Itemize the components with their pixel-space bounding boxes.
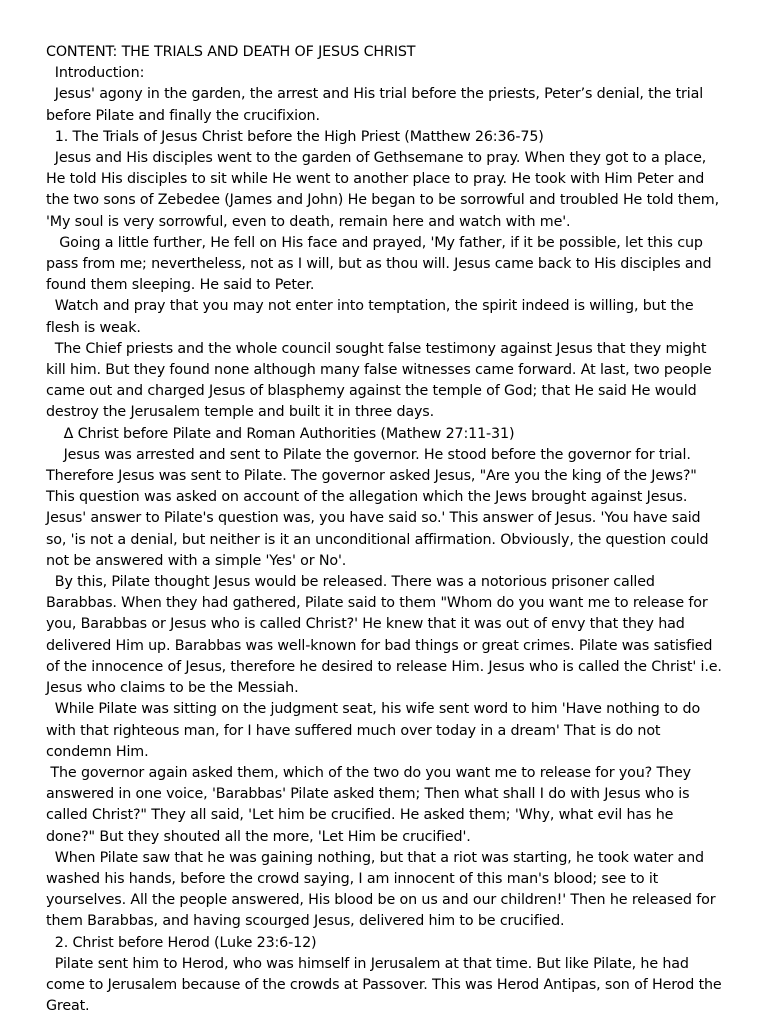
section-heading-pilate: Δ Christ before Pilate and Roman Authorities (Mathew 27:11-31) (46, 425, 515, 442)
section-heading-herod: 2. Christ before Herod (Luke 23:6-12) (46, 934, 317, 951)
paragraph-watch-and-pray: Watch and pray that you may not enter into temptation, the spirit indeed is willing, but the flesh is weak. (46, 298, 698, 336)
paragraph-washing-hands: When Pilate saw that he was gaining nothing, but that a riot was starting, he took water and washed his hands, before the crowd saying, I am innocent of this man's blood; see to it yourselves. All the people answered, His blood be on us and our children!' Then he released for them Barabbas, and having scourged Jesus, delivered him to be crucified. (46, 849, 720, 930)
paragraph-pilates-wife: While Pilate was sitting on the judgment seat, his wife sent word to him 'Have nothing to do with that righteous man, for I have suffered much over today in a dream' That is do not condemn Him. (46, 701, 705, 760)
paragraph-false-testimony: The Chief priests and the whole council sought false testimony against Jesus that they might kill him. But they found none although many false witnesses came forward. At last, two people came out and charged Jesus of blasphemy against the temple of God; that He said He would destroy the Jerusalem temple and built it in three days. (46, 340, 716, 421)
paragraph-introduction: Jesus' agony in the garden, the arrest and His trial before the priests, Peter’s denial, the trial before Pilate and finally the crucifixion. (46, 86, 708, 124)
paragraph-crowd-choice: The governor again asked them, which of the two do you want me to release for you? They answered in one voice, 'Barabbas' Pilate asked them; Then what shall I do with Jesus who is called Christ?" They all said, 'Let him be crucified. He asked them; 'Why, what evil has he done?" But they shouted all the more, 'Let Him be crucified'. (46, 764, 696, 845)
paragraph-arrest: Jesus was arrested and sent to Pilate the governor. He stood before the governor for trial. Therefore Jesus was sent to Pilate. The governor asked Jesus, "Are you the king of the Jews?" This question was asked on account of the allegation which the Jews brought against Jesus. Jesus' answer to Pilate's question was, you have said so.' This answer of Jesus. 'You have said so, 'is not a denial, but neither is it an unconditional affirmation. Obviously, the question could not be answered with a simple 'Yes' or No'. (46, 446, 713, 569)
paragraph-herod-antipas: Pilate sent him to Herod, who was himself in Jerusalem at that time. But like Pilate, he had come to Jerusalem because of the crowds at Passover. This was Herod Antipas, son of Herod the Great. (46, 955, 726, 1015)
paragraph-gethsemane: Jesus and His disciples went to the garden of Gethsemane to pray. When they got to a place, He told His disciples to sit while He went to another place to pray. He took with Him Peter and the two sons of Zebedee (James and John) He began to be sorrowful and troubled He told them, 'My soul is very sorrowful, even to death, remain here and watch with me'. (46, 150, 724, 230)
section-heading-high-priest: 1. The Trials of Jesus Christ before the High Priest (Matthew 26:36-75) (46, 128, 544, 145)
paragraph-prayer: Going a little further, He fell on His face and prayed, 'My father, if it be possible, let this cup pass from me; nevertheless, not as I will, but as thou will. Jesus came back to His disciples and found them sleeping. He said to Peter. (46, 234, 716, 294)
document-body (46, 42, 727, 1017)
paragraph-introduction-heading: Introduction: (46, 65, 145, 82)
paragraph-barabbas: By this, Pilate thought Jesus would be released. There was a notorious prisoner called Barabbas. When they had gathered, Pilate said to them "Whom do you want me to release for you, Barabbas or Jesus who is called Christ?' He knew that it was out of envy that they had delivered Him up. Barabbas was well-known for bad things or great crimes. Pilate was satisfied of the innocence of Jesus, therefore he desired to release Him. Jesus who is called the Christ' i.e. Jesus who claims to be the Messiah. (46, 574, 727, 697)
document-title: CONTENT: THE TRIALS AND DEATH OF JESUS CHRIST (46, 44, 416, 60)
